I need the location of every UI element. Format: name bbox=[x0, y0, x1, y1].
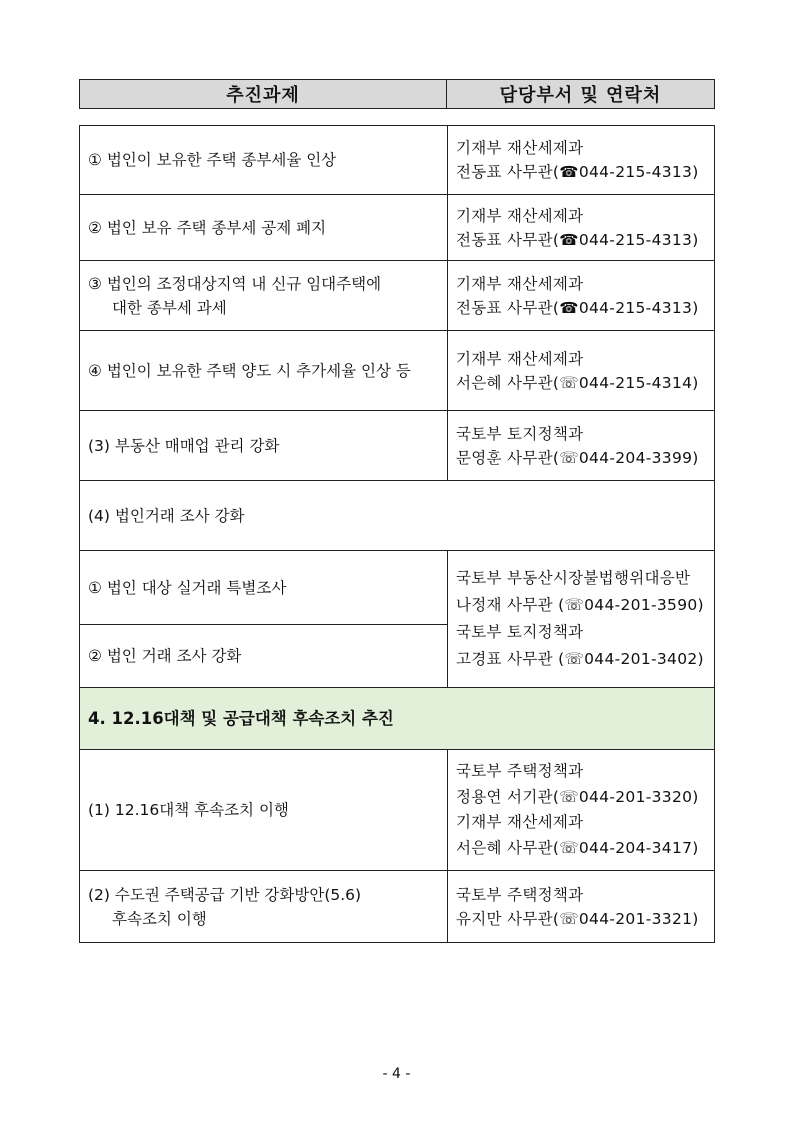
task-cell: ① 법인이 보유한 주택 종부세율 인상 bbox=[80, 126, 448, 195]
table-row bbox=[80, 331, 715, 411]
table-row bbox=[80, 411, 715, 481]
section-heading: 4. 12.16대책 및 공급대책 후속조치 추진 bbox=[80, 688, 715, 750]
table-row bbox=[80, 126, 715, 195]
task-cell-wide: (4) 법인거래 조사 강화 bbox=[80, 481, 715, 551]
table-row bbox=[80, 481, 715, 551]
table-row bbox=[80, 551, 715, 625]
table-row bbox=[80, 871, 715, 943]
contact-cell: 기재부 재산세제과 전동표 사무관(☎044-215-4313) bbox=[448, 195, 715, 261]
contact-cell: 기재부 재산세제과 서은혜 사무관(☏044-215-4314) bbox=[448, 331, 715, 411]
contact-cell: 국토부 토지정책과 문영훈 사무관(☏044-204-3399) bbox=[448, 411, 715, 481]
task-cell: (2) 수도권 주택공급 기반 강화방안(5.6) 후속조치 이행 bbox=[80, 871, 448, 943]
table-header bbox=[79, 79, 715, 109]
task-cell: ② 법인 보유 주택 종부세 공제 폐지 bbox=[80, 195, 448, 261]
task-cell: (1) 12.16대책 후속조치 이행 bbox=[80, 750, 448, 871]
contact-cell: 국토부 주택정책과 정용연 서기관(☏044-201-3320) 기재부 재산세제과 서은혜 사무관(☏044-204-3417) bbox=[448, 750, 715, 871]
task-table bbox=[79, 125, 715, 943]
contact-cell: 국토부 주택정책과 유지만 사무관(☏044-201-3321) bbox=[448, 871, 715, 943]
task-cell: ③ 법인의 조정대상지역 내 신규 임대주택에 대한 종부세 과세 bbox=[80, 261, 448, 331]
contact-cell-merged: 국토부 부동산시장불법행위대응반 나정재 사무관 (☏044-201-3590) 국토부 토지정책과 고경표 사무관 (☏044-201-3402) bbox=[448, 551, 715, 688]
section-row bbox=[80, 688, 715, 750]
task-cell: ② 법인 거래 조사 강화 bbox=[80, 625, 448, 688]
task-cell: ① 법인 대상 실거래 특별조사 bbox=[80, 551, 448, 625]
page-number: - 4 - bbox=[382, 1066, 411, 1082]
contact-cell: 기재부 재산세제과 전동표 사무관(☎044-215-4313) bbox=[448, 126, 715, 195]
header-contact: 담당부서 및 연락처 bbox=[499, 85, 662, 106]
task-cell: ④ 법인이 보유한 주택 양도 시 추가세율 인상 등 bbox=[80, 331, 448, 411]
table-row bbox=[80, 750, 715, 871]
task-cell: (3) 부동산 매매업 관리 강화 bbox=[80, 411, 448, 481]
header-task: 추진과제 bbox=[80, 80, 447, 108]
table-row bbox=[80, 195, 715, 261]
table-row bbox=[80, 261, 715, 331]
contact-cell: 기재부 재산세제과 전동표 사무관(☎044-215-4313) bbox=[448, 261, 715, 331]
